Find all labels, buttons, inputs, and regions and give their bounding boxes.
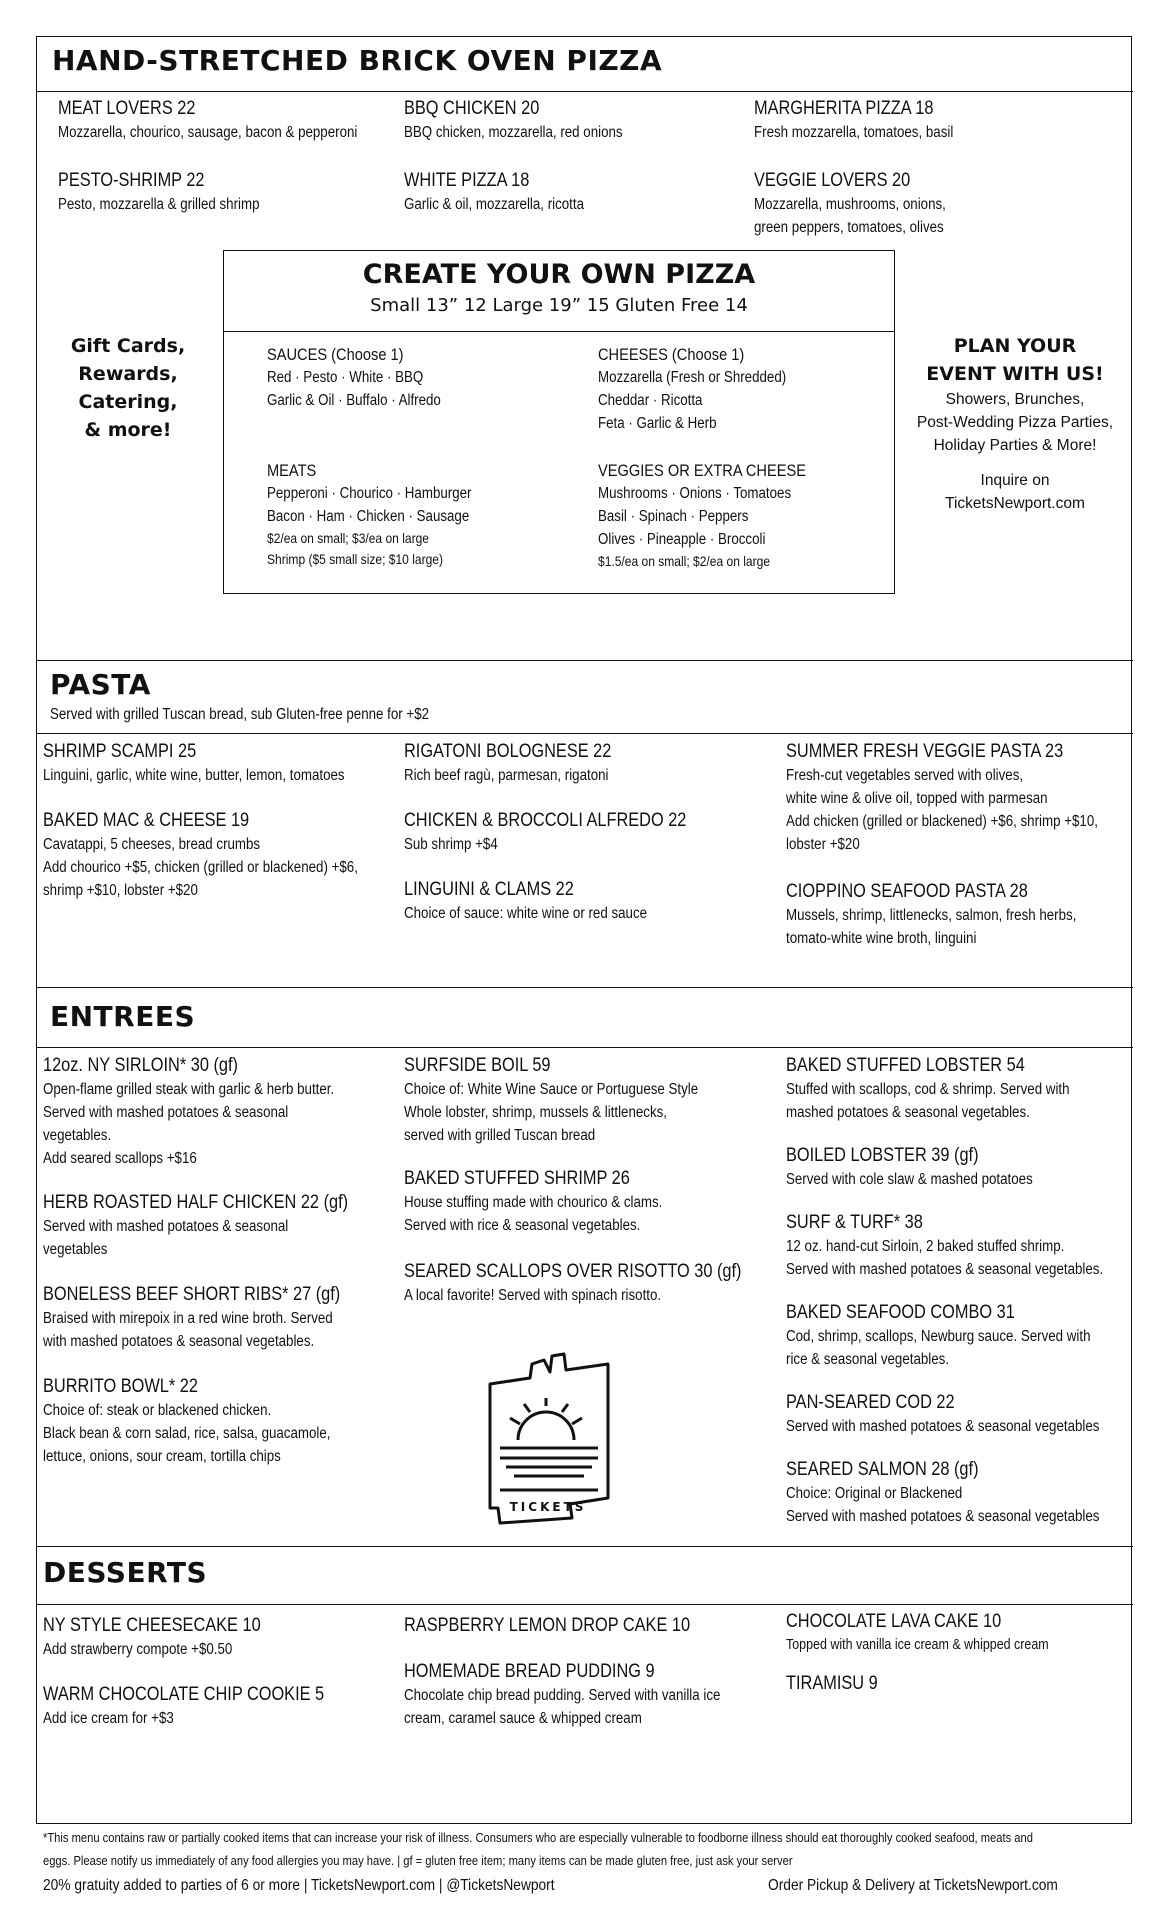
item-desc: Served with mashed potatoes & seasonal vegetables	[786, 1508, 1100, 1525]
menu-item	[786, 1391, 1150, 1438]
item-desc: mashed potatoes & seasonal vegetables.	[786, 1104, 1030, 1121]
menu-item	[404, 809, 732, 856]
item-name: MARGHERITA PIZZA 18	[754, 98, 934, 119]
item-name: WHITE PIZZA 18	[404, 170, 530, 191]
menu-item	[43, 1683, 370, 1730]
cyo-note: Shrimp ($5 small size; $10 large)	[267, 551, 443, 567]
item-name: BURRITO BOWL* 22	[43, 1376, 198, 1397]
item-name: BOILED LOBSTER 39 (gf)	[786, 1145, 979, 1166]
menu-item	[786, 1610, 1091, 1657]
item-desc: Fresh mozzarella, tomatoes, basil	[754, 124, 954, 141]
menu-item	[404, 1260, 796, 1307]
cyo-line: Pepperoni · Chourico · Hamburger	[267, 485, 472, 502]
item-desc: lobster +$20	[786, 836, 860, 853]
menu-item	[786, 740, 1149, 856]
menu-item	[786, 1211, 1155, 1281]
item-desc: Mussels, shrimp, littlenecks, salmon, fresh herbs,	[786, 907, 1077, 924]
menu-item	[404, 878, 687, 925]
item-desc: Add chicken (grilled or blackened) +$6, shrimp +$10,	[786, 813, 1098, 830]
item-desc: Garlic & oil, mozzarella, ricotta	[404, 196, 585, 213]
cyo-head: SAUCES (Choose 1)	[267, 345, 404, 364]
item-name: NY STYLE CHEESECAKE 10	[43, 1615, 261, 1636]
item-desc: Choice of: White Wine Sauce or Portuguese Style	[404, 1081, 699, 1098]
promo-line: Rewards,	[78, 363, 178, 385]
create-your-own-box	[223, 250, 895, 594]
cyo-line: Mozzarella (Fresh or Shredded)	[598, 369, 787, 386]
menu-item	[404, 1054, 746, 1147]
divider	[36, 91, 1133, 92]
cyo-line: Olives · Pineapple · Broccoli	[598, 531, 766, 548]
item-desc: tomato-white wine broth, linguini	[786, 930, 977, 947]
item-desc: Sub shrimp +$4	[404, 836, 498, 853]
item-desc: rice & seasonal vegetables.	[786, 1351, 950, 1368]
pasta-section-title: PASTA	[50, 668, 151, 701]
item-desc: Open-flame grilled steak with garlic & herb butter.	[43, 1081, 335, 1098]
promo-title: PLAN YOUR	[953, 335, 1077, 357]
pizza-section-title: HAND-STRETCHED BRICK OVEN PIZZA	[52, 44, 663, 77]
promo-line: Catering,	[78, 391, 178, 413]
promo-line: Gift Cards,	[70, 335, 186, 357]
menu-item	[43, 1054, 382, 1170]
menu-item	[786, 1054, 1116, 1124]
cyo-note: $1.5/ea on small; $2/ea on large	[598, 553, 771, 569]
item-desc: Add strawberry compote +$0.50	[43, 1641, 233, 1658]
item-desc: cream, caramel sauce & whipped cream	[404, 1710, 642, 1727]
item-desc: Served with mashed potatoes & seasonal vegetables.	[786, 1261, 1104, 1278]
item-name: RIGATONI BOLOGNESE 22	[404, 741, 612, 762]
item-desc: white wine & olive oil, topped with parmesan	[786, 790, 1048, 807]
cyo-head: VEGGIES OR EXTRA CHEESE	[598, 461, 806, 480]
item-desc: Choice of sauce: white wine or red sauce	[404, 905, 648, 922]
logo-text: TICKETS	[509, 1500, 587, 1514]
item-desc: Chocolate chip bread pudding. Served with vanilla ice	[404, 1687, 721, 1704]
cyo-line: Bacon · Ham · Chicken · Sausage	[267, 508, 470, 525]
item-desc: Served with mashed potatoes & seasonal	[43, 1104, 289, 1121]
item-name: SHRIMP SCAMPI 25	[43, 741, 197, 762]
cyo-line: Red · Pesto · White · BBQ	[267, 369, 424, 386]
cyo-sauces	[267, 343, 469, 412]
item-desc: 12 oz. hand-cut Sirloin, 2 baked stuffed shrimp.	[786, 1238, 1065, 1255]
item-name: LINGUINI & CLAMS 22	[404, 879, 574, 900]
item-name: CHICKEN & BROCCOLI ALFREDO 22	[404, 810, 687, 831]
footer-right: Order Pickup & Delivery at TicketsNewport.com	[768, 1877, 1058, 1894]
menu-item	[58, 97, 406, 144]
item-desc: Served with cole slaw & mashed potatoes	[786, 1171, 1033, 1188]
tickets-logo	[460, 1348, 610, 1528]
cyo-sizes: Small 13” 12 Large 19” 15 Gluten Free 14	[370, 295, 748, 316]
divider	[36, 987, 1133, 988]
item-name: MEAT LOVERS 22	[58, 98, 196, 119]
cyo-line: Feta · Garlic & Herb	[598, 415, 717, 432]
item-desc: Add ice cream for +$3	[43, 1710, 174, 1727]
item-name: BAKED SEAFOOD COMBO 31	[786, 1302, 1015, 1323]
item-name: BBQ CHICKEN 20	[404, 98, 540, 119]
item-desc: Fresh-cut vegetables served with olives,	[786, 767, 1024, 784]
item-desc: BBQ chicken, mozzarella, red onions	[404, 124, 623, 141]
promo-line: Post-Wedding Pizza Parties,	[916, 414, 1114, 431]
item-name: HERB ROASTED HALF CHICKEN 22 (gf)	[43, 1192, 349, 1213]
cyo-head: MEATS	[267, 461, 317, 480]
cyo-head: CHEESES (Choose 1)	[598, 345, 745, 364]
item-desc: vegetables	[43, 1241, 108, 1258]
item-name: SUMMER FRESH VEGGIE PASTA 23	[786, 741, 1064, 762]
item-desc: Pesto, mozzarella & grilled shrimp	[58, 196, 260, 213]
item-name: SEARED SALMON 28 (gf)	[786, 1459, 979, 1480]
menu-item	[43, 1283, 389, 1353]
divider	[36, 733, 1133, 734]
item-desc: Mozzarella, mushrooms, onions,	[754, 196, 946, 213]
item-name: PESTO-SHRIMP 22	[58, 170, 205, 191]
cyo-cheeses	[598, 343, 817, 435]
item-desc: Rich beef ragù, parmesan, rigatoni	[404, 767, 609, 784]
item-desc: shrimp +$10, lobster +$20	[43, 882, 198, 899]
item-desc: A local favorite! Served with spinach risotto.	[404, 1287, 662, 1304]
item-name: HOMEMADE BREAD PUDDING 9	[404, 1661, 655, 1682]
item-name: BAKED STUFFED SHRIMP 26	[404, 1168, 630, 1189]
menu-item	[404, 169, 613, 216]
divider	[36, 1047, 1133, 1048]
menu-item	[404, 740, 645, 787]
item-desc: served with grilled Tuscan bread	[404, 1127, 596, 1144]
menu-item	[43, 740, 394, 787]
menu-item	[43, 1191, 398, 1261]
item-name: BAKED MAC & CHEESE 19	[43, 810, 250, 831]
item-desc: Cavatappi, 5 cheeses, bread crumbs	[43, 836, 261, 853]
desserts-section-title: DESSERTS	[43, 1556, 208, 1589]
item-desc: lettuce, onions, sour cream, tortilla chips	[43, 1448, 281, 1465]
item-desc: Cod, shrimp, scallops, Newburg sauce. Served with	[786, 1328, 1091, 1345]
divider	[36, 1604, 1133, 1605]
item-name: CHOCOLATE LAVA CAKE 10	[786, 1611, 1002, 1632]
item-name: VEGGIE LOVERS 20	[754, 170, 911, 191]
item-name: TIRAMISU 9	[786, 1673, 878, 1694]
promo-inquire: Inquire on	[980, 472, 1050, 489]
promo-inquire: TicketsNewport.com	[945, 495, 1085, 512]
cyo-meats	[267, 459, 505, 570]
cyo-line: Basil · Spinach · Peppers	[598, 508, 749, 525]
item-name: SURFSIDE BOIL 59	[404, 1055, 551, 1076]
menu-item	[404, 1614, 737, 1638]
cyo-line: Garlic & Oil · Buffalo · Alfredo	[267, 392, 441, 409]
item-desc: Served with rice & seasonal vegetables.	[404, 1217, 641, 1234]
divider	[36, 1546, 1133, 1547]
pasta-subtitle: Served with grilled Tuscan bread, sub Gluten-free penne for +$2	[50, 706, 430, 723]
menu-item	[43, 809, 409, 902]
cyo-veggies	[598, 459, 840, 572]
divider	[36, 660, 1133, 661]
item-name: PAN-SEARED COD 22	[786, 1392, 955, 1413]
menu-item	[786, 1672, 893, 1696]
cyo-title: CREATE YOUR OWN PIZZA	[362, 259, 756, 290]
item-desc: with mashed potatoes & seasonal vegetables.	[43, 1333, 315, 1350]
item-name: SURF & TURF* 38	[786, 1212, 923, 1233]
event-promo	[905, 332, 1125, 515]
item-desc: Linguini, garlic, white wine, butter, lemon, tomatoes	[43, 767, 345, 784]
item-desc: vegetables.	[43, 1127, 112, 1144]
promo-title: EVENT WITH US!	[926, 363, 1104, 385]
item-desc: Served with mashed potatoes & seasonal vegetables	[786, 1418, 1100, 1435]
item-desc: Braised with mirepoix in a red wine broth. Served	[43, 1310, 333, 1327]
menu-item	[43, 1375, 377, 1468]
item-desc: Black bean & corn salad, rice, salsa, guacamole,	[43, 1425, 331, 1442]
promo-line: & more!	[84, 419, 172, 441]
item-name: BAKED STUFFED LOBSTER 54	[786, 1055, 1025, 1076]
item-desc: Topped with vanilla ice cream & whipped cream	[786, 1637, 1049, 1653]
disclaimer: *This menu contains raw or partially cooked items that can increase your risk of illness. Consumers who are especially vulnerable to foodborne illness should eat thoroughly cooked seafood, meats and	[43, 1830, 1033, 1845]
menu-item	[404, 1660, 772, 1730]
menu-item	[43, 1614, 296, 1661]
promo-line: Holiday Parties & More!	[933, 437, 1097, 454]
cyo-line: Cheddar · Ricotta	[598, 392, 703, 409]
item-name: WARM CHOCOLATE CHIP COOKIE 5	[43, 1684, 325, 1705]
item-desc: Whole lobster, shrimp, mussels & littlenecks,	[404, 1104, 667, 1121]
menu-item	[786, 1144, 1073, 1191]
item-name: SEARED SCALLOPS OVER RISOTTO 30 (gf)	[404, 1261, 742, 1282]
item-desc: Mozzarella, chourico, sausage, bacon & pepperoni	[58, 124, 358, 141]
item-desc: Stuffed with scallops, cod & shrimp. Served with	[786, 1081, 1070, 1098]
cyo-line: Mushrooms · Onions · Tomatoes	[598, 485, 792, 502]
cyo-note: $2/ea on small; $3/ea on large	[267, 530, 429, 546]
promo-line: Showers, Brunches,	[945, 391, 1085, 408]
item-desc: Choice of: steak or blackened chicken.	[43, 1402, 272, 1419]
disclaimer: eggs. Please notify us immediately of any food allergies you may have. | gf = gluten free item; many items can be made gluten free, just ask your server	[43, 1853, 793, 1868]
item-desc: Add chourico +$5, chicken (grilled or blackened) +$6,	[43, 859, 358, 876]
menu-item	[754, 169, 977, 239]
menu-item	[786, 880, 1124, 950]
item-name: 12oz. NY SIRLOIN* 30 (gf)	[43, 1055, 238, 1076]
menu-item	[754, 97, 986, 144]
menu-item	[404, 1167, 704, 1237]
item-desc: Add seared scallops +$16	[43, 1150, 197, 1167]
item-desc: House stuffing made with chourico & clams.	[404, 1194, 663, 1211]
item-name: BONELESS BEEF SHORT RIBS* 27 (gf)	[43, 1284, 341, 1305]
item-desc: green peppers, tomatoes, olives	[754, 219, 944, 236]
menu-item	[404, 97, 658, 144]
item-name: RASPBERRY LEMON DROP CAKE 10	[404, 1615, 691, 1636]
menu-item	[786, 1301, 1140, 1371]
item-desc: Choice: Original or Blackened	[786, 1485, 963, 1502]
menu-item	[786, 1458, 1150, 1528]
gift-cards-promo	[50, 332, 206, 444]
footer-left: 20% gratuity added to parties of 6 or more | TicketsNewport.com | @TicketsNewport	[43, 1877, 555, 1894]
item-name: CIOPPINO SEAFOOD PASTA 28	[786, 881, 1028, 902]
item-desc: Served with mashed potatoes & seasonal	[43, 1218, 289, 1235]
cyo-header	[224, 251, 894, 332]
entrees-section-title: ENTREES	[50, 1000, 196, 1033]
menu-item	[58, 169, 292, 216]
